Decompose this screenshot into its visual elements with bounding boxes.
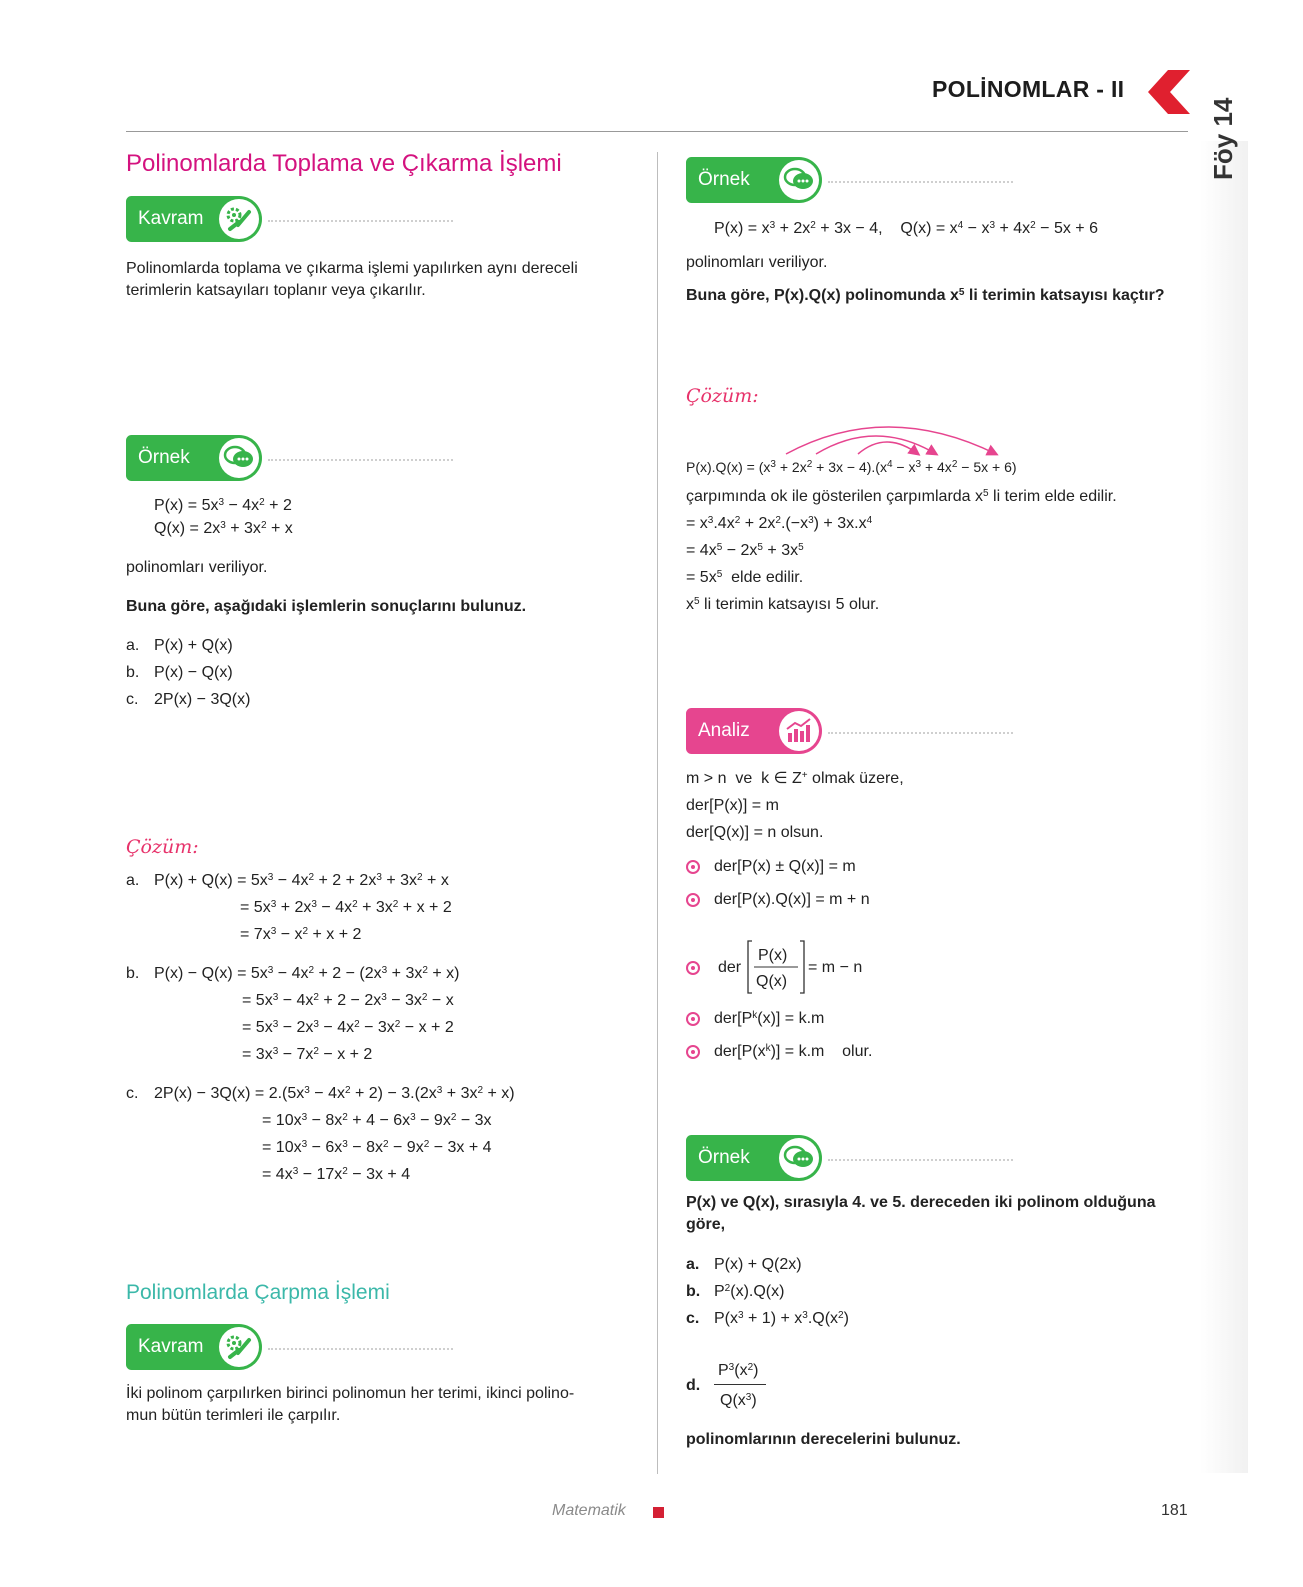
analiz-rule3-den: Q(x) xyxy=(756,973,788,990)
kavram2-text-1: İki polinom çarpılırken birinci polinomun her terimi, ikinci polino- xyxy=(126,1385,575,1402)
side-strip xyxy=(1200,141,1248,1473)
ornek-badge-3 xyxy=(686,1135,822,1181)
sol-a-line2: = $5x^3 + 2x^3 - 4x^2 + 3x^2 + x + 2$ xyxy=(240,899,452,916)
kavram1-text-1: Polinomlarda toplama ve çıkarma işlemi yapılırken aynı dereceli xyxy=(126,260,578,277)
analiz-intro-1: m > n ve k ∈ Z+ olmak üzere, xyxy=(686,770,904,787)
section-title-multiplication: Polinomlarda Çarpma İşlemi xyxy=(126,1281,390,1304)
product-expression: $P(x).Q(x) = (x^3 + 2x^2 + 3x - 4).(x^4 - x^3 + 4x^2 - 5x + 6)$ xyxy=(686,459,1017,475)
item-letter-c: c. xyxy=(126,691,139,708)
sol-b-line3: = $5x^3 - 2x^3 - 4x^2 - 3x^2 - x + 2$ xyxy=(242,1019,454,1036)
sol-b-letter: b. xyxy=(126,965,140,982)
analiz-rule3-prefix: der xyxy=(718,959,742,976)
sol-c-line2: = $10x^3 - 8x^2 + 4 - 6x^3 - 9x^2 - 3x$ xyxy=(262,1112,492,1129)
foy-tab-label xyxy=(1208,97,1238,260)
sol-a-line1: $P(x) + Q(x) = 5x^3 - 4x^2 + 2 + 2x^3 + 3x^2 + x$ xyxy=(154,872,449,889)
header-rule xyxy=(126,131,1188,132)
ornek-badge-2 xyxy=(686,157,822,203)
sol-c-letter: c. xyxy=(126,1085,139,1102)
sol-c-line1: $2P(x) - 3Q(x) = 2.(5x^3 - 4x^2 + 2) - 3.(2x^3 + 3x^2 + x)$ xyxy=(154,1085,515,1102)
badge-label: Örnek xyxy=(698,169,750,190)
item-a: P(x) + Q(x) xyxy=(154,637,233,654)
analiz-badge xyxy=(686,708,822,754)
ornek3-letter-d: d. xyxy=(686,1377,701,1394)
footer-subject: Matematik xyxy=(552,1502,626,1519)
item-letter-a: a. xyxy=(126,637,140,654)
cozum2-line4: = $5x^5$ elde edilir. xyxy=(686,569,804,586)
badge-dots xyxy=(268,220,453,222)
cozum2-line5: $x^5$ li terimin katsayısı 5 olur. xyxy=(686,596,880,613)
badge-dots xyxy=(268,459,453,461)
page-number: 181 xyxy=(1161,1502,1188,1519)
fraction-bar xyxy=(714,1384,766,1385)
analiz-rule-4: $der[P^k(x)] = k.m$ xyxy=(714,1010,825,1027)
chevron-left-icon xyxy=(1148,68,1192,116)
badge-label: Örnek xyxy=(138,447,190,468)
q-definition: $Q(x) = 2x^3 + 3x^2 + x$ xyxy=(154,520,293,537)
item-letter-b: b. xyxy=(126,664,140,681)
chapter-title: POLİNOMLAR - II xyxy=(932,76,1125,102)
target-bullet-icon xyxy=(686,961,700,975)
ornek3-item-b: $P^2(x).Q(x)$ xyxy=(714,1283,785,1300)
ornek3-letter-c: c. xyxy=(686,1310,700,1327)
section-title-addition: Polinomlarda Toplama ve Çıkarma İşlemi xyxy=(126,150,562,177)
target-bullet-icon xyxy=(686,893,700,907)
sol-b-line1: $P(x) - Q(x) = 5x^3 - 4x^2 + 2 - (2x^3 + 3x^2 + x)$ xyxy=(154,965,460,982)
analiz-rule-1: der[P(x) ± Q(x)] = m xyxy=(714,858,856,875)
ornek3-d-num: $P^3(x^2)$ xyxy=(718,1362,759,1379)
kavram-badge-2 xyxy=(126,1324,262,1370)
cozum-label: Çözüm: xyxy=(126,836,199,858)
given-text: polinomları veriliyor. xyxy=(126,559,268,576)
ornek3-closing: polinomlarının derecelerini bulunuz. xyxy=(686,1431,961,1448)
bar-chart-icon xyxy=(779,711,819,751)
target-bullet-icon xyxy=(686,1045,700,1059)
sol-a-letter: a. xyxy=(126,872,140,889)
badge-dots xyxy=(828,732,1013,734)
ornek3-letter-b: b. xyxy=(686,1283,701,1300)
cozum-label-2: Çözüm: xyxy=(686,385,759,407)
speech-bubbles-icon xyxy=(219,438,259,478)
wrench-gear-icon xyxy=(219,199,259,239)
analiz-rule-5: $der[P(x^k)] = k.m$ olur. xyxy=(714,1043,873,1060)
wrench-gear-icon xyxy=(219,1327,259,1367)
question-text: Buna göre, aşağıdaki işlemlerin sonuçlarını bulunuz. xyxy=(126,598,527,615)
item-c: 2P(x) − 3Q(x) xyxy=(154,691,251,708)
badge-label: Analiz xyxy=(698,720,750,741)
badge-label: Kavram xyxy=(138,1336,204,1357)
ornek2-definitions: $P(x) = x^3 + 2x^2 + 3x - 4$, $Q(x) = x^4 - x^3 + 4x^2 - 5x + 6$ xyxy=(714,220,1098,237)
ornek2-given: polinomları veriliyor. xyxy=(686,254,828,271)
analiz-rule3-result: = m − n xyxy=(808,959,863,976)
ornek-badge xyxy=(126,435,262,481)
badge-dots xyxy=(828,181,1013,183)
p-definition: $P(x) = 5x^3 - 4x^2 + 2$ xyxy=(154,497,292,514)
analiz-rule3-num: P(x) xyxy=(758,947,788,964)
speech-bubbles-icon xyxy=(779,1138,819,1178)
product-arrows xyxy=(686,410,1106,460)
column-divider xyxy=(657,152,658,1474)
badge-dots xyxy=(828,1159,1013,1161)
analiz-intro-3: der[Q(x)] = n olsun. xyxy=(686,824,824,841)
badge-label: Örnek xyxy=(698,1147,750,1168)
ornek3-item-c: $P(x^3 + 1) + x^3.Q(x^2)$ xyxy=(714,1310,849,1327)
analiz-rule-2: der[P(x).Q(x)] = m + n xyxy=(714,891,870,908)
ornek2-question: Buna göre, P(x).Q(x) polinomunda $x^5$ li terimin katsayısı kaçtır? xyxy=(686,287,1165,304)
cozum2-line2: = $x^3.4x^2 + 2x^2.(-x^3) + 3x.x^4$ xyxy=(686,515,873,532)
ornek3-question-2: göre, xyxy=(686,1216,726,1233)
target-bullet-icon xyxy=(686,1012,700,1026)
kavram-badge xyxy=(126,196,262,242)
item-b: P(x) − Q(x) xyxy=(154,664,233,681)
sol-c-line4: = $4x^3 - 17x^2 - 3x + 4$ xyxy=(262,1166,411,1183)
kavram2-text-2: mun bütün terimleri ile çarpılır. xyxy=(126,1407,341,1424)
sol-a-line3: = $7x^3 - x^2 + x + 2$ xyxy=(240,926,362,943)
ornek3-letter-a: a. xyxy=(686,1256,700,1273)
speech-bubbles-icon xyxy=(779,160,819,200)
target-bullet-icon xyxy=(686,860,700,874)
ornek3-d-den: $Q(x^3)$ xyxy=(720,1392,757,1409)
cozum2-line3: = $4x^5 - 2x^5 + 3x^5$ xyxy=(686,542,804,559)
sol-b-line2: = $5x^3 - 4x^2 + 2 - 2x^3 - 3x^2 - x$ xyxy=(242,992,454,1009)
badge-dots xyxy=(268,1348,453,1350)
sol-c-line3: = $10x^3 - 6x^3 - 8x^2 - 9x^2 - 3x + 4$ xyxy=(262,1139,492,1156)
analiz-intro-2: der[P(x)] = m xyxy=(686,797,779,814)
footer-square-icon xyxy=(653,1507,664,1518)
ornek3-item-a: P(x) + Q(2x) xyxy=(714,1256,802,1273)
sol-b-line4: = $3x^3 - 7x^2 - x + 2$ xyxy=(242,1046,373,1063)
foy-tab-text: Föy 14 xyxy=(1208,97,1238,180)
badge-label: Kavram xyxy=(138,208,204,229)
kavram1-text-2: terimlerin katsayıları toplanır veya çıkarılır. xyxy=(126,282,426,299)
cozum2-line1: çarpımında ok ile gösterilen çarpımlarda $x^5$ li terim elde edilir. xyxy=(686,488,1117,505)
ornek3-question-1: P(x) ve Q(x), sırasıyla 4. ve 5. dereceden iki polinom olduğuna xyxy=(686,1194,1156,1211)
